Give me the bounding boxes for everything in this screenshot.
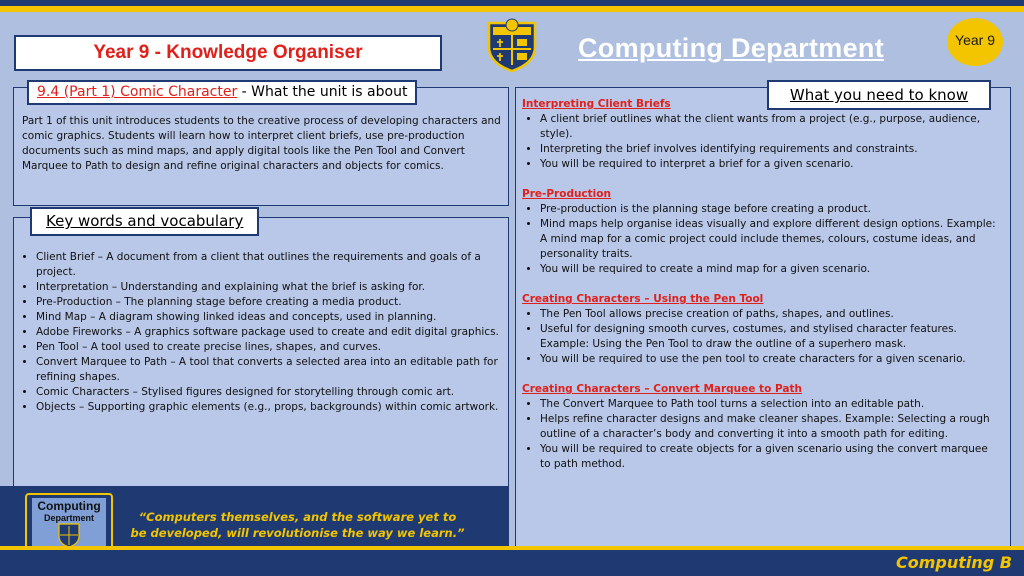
need-item: • A client brief outlines what the client wants from a project (e.g., purpose, audience, style). [540, 112, 1000, 142]
section-heading: Creating Characters – Convert Marquee to Path [522, 383, 802, 395]
keyword-item: • Objects – Supporting graphic elements (e.g., props, backgrounds) within comic artwork. [36, 400, 518, 415]
logo-text-line1: Computing [37, 499, 101, 513]
need-to-know-heading-label: What you need to know [789, 86, 969, 104]
need-item: • You will be required to use the pen tool to create characters for a given scenario. [540, 352, 1000, 367]
year-badge: Year 9 [947, 18, 1003, 66]
logo-text-line2: Department [43, 513, 95, 523]
unit-code-title: 9.4 (Part 1) Comic Character [37, 84, 238, 100]
unit-about-heading-rest: - What the unit is about [237, 84, 408, 100]
unit-about-heading [27, 80, 417, 105]
need-item: • Interpreting the brief involves identifying requirements and constraints. [540, 142, 1000, 157]
need-section [522, 382, 1000, 472]
keyword-item: • Interpretation – Understanding and explaining what the brief is asking for. [36, 280, 518, 295]
knowledge-organiser-title-box [14, 35, 442, 71]
unit-about-text: Part 1 of this unit introduces students to the creative process of developing characters and comic graphics. Students will learn how to interpret client briefs, use pre-production documents such as mind maps, and apply digital tools like the Pen Tool and Convert Marquee to Path to design and refine original characters and objects for comics. [22, 115, 501, 172]
department-title: Computing Department [578, 33, 884, 63]
need-item: • Pre-production is the planning stage before creating a product. [540, 202, 1000, 217]
keyword-item: • Comic Characters – Stylised figures designed for storytelling through comic art. [36, 385, 518, 400]
need-to-know-content [522, 97, 1000, 487]
keyword-item: • Pen Tool – A tool used to create precise lines, shapes, and curves. [36, 340, 518, 355]
keywords-list [18, 250, 518, 415]
section-heading: Interpreting Client Briefs [522, 98, 671, 110]
bottom-navy-bar [0, 550, 1024, 576]
keyword-item: • Client Brief – A document from a client that outlines the requirements and goals of a project. [36, 250, 518, 280]
footer-label: Computing B [896, 553, 1012, 572]
top-gold-bar [0, 6, 1024, 12]
need-item: • You will be required to create objects for a given scenario using the convert marquee to path method. [540, 442, 1000, 472]
keyword-item: • Adobe Fireworks – A graphics software package used to create and edit digital graphics. [36, 325, 518, 340]
keyword-item: • Mind Map – A diagram showing linked ideas and concepts, used in planning. [36, 310, 518, 325]
section-heading: Pre-Production [522, 188, 611, 200]
need-section [522, 292, 1000, 367]
need-item: • Mind maps help organise ideas visually and explore different design options. Example: A mind map for a comic project could include themes, colours, costume ideas, and personality traits. [540, 217, 1000, 262]
keywords-heading-label: Key words and vocabulary [46, 212, 244, 230]
keyword-item: • Convert Marquee to Path – A tool that converts a selected area into an editable path for refining shapes. [36, 355, 518, 385]
need-item: • The Pen Tool allows precise creation of paths, shapes, and outlines. [540, 307, 1000, 322]
keywords-heading [30, 207, 259, 236]
keyword-item: • Pre-Production – The planning stage before creating a media product. [36, 295, 518, 310]
need-to-know-heading [767, 80, 991, 110]
need-item: • The Convert Marquee to Path tool turns a selection into an editable path. [540, 397, 1000, 412]
school-crest-icon [485, 17, 539, 73]
knowledge-organiser-title: Year 9 - Knowledge Organiser [93, 42, 363, 63]
section-heading: Creating Characters – Using the Pen Tool [522, 293, 764, 305]
need-item: • You will be required to create a mind map for a given scenario. [540, 262, 1000, 277]
quote-text: “Computers themselves, and the software yet to be developed, will revolutionise the way we learn.” [130, 510, 465, 540]
need-section [522, 187, 1000, 277]
need-item: • Helps refine character designs and make cleaner shapes. Example: Selecting a rough outline of a character’s body and converting it into a smooth path for editing. [540, 412, 1000, 442]
need-item: • Useful for designing smooth curves, costumes, and stylised character features. Example: Using the Pen Tool to draw the outline of a superhero mask. [540, 322, 1000, 352]
need-item: • You will be required to interpret a brief for a given scenario. [540, 157, 1000, 172]
